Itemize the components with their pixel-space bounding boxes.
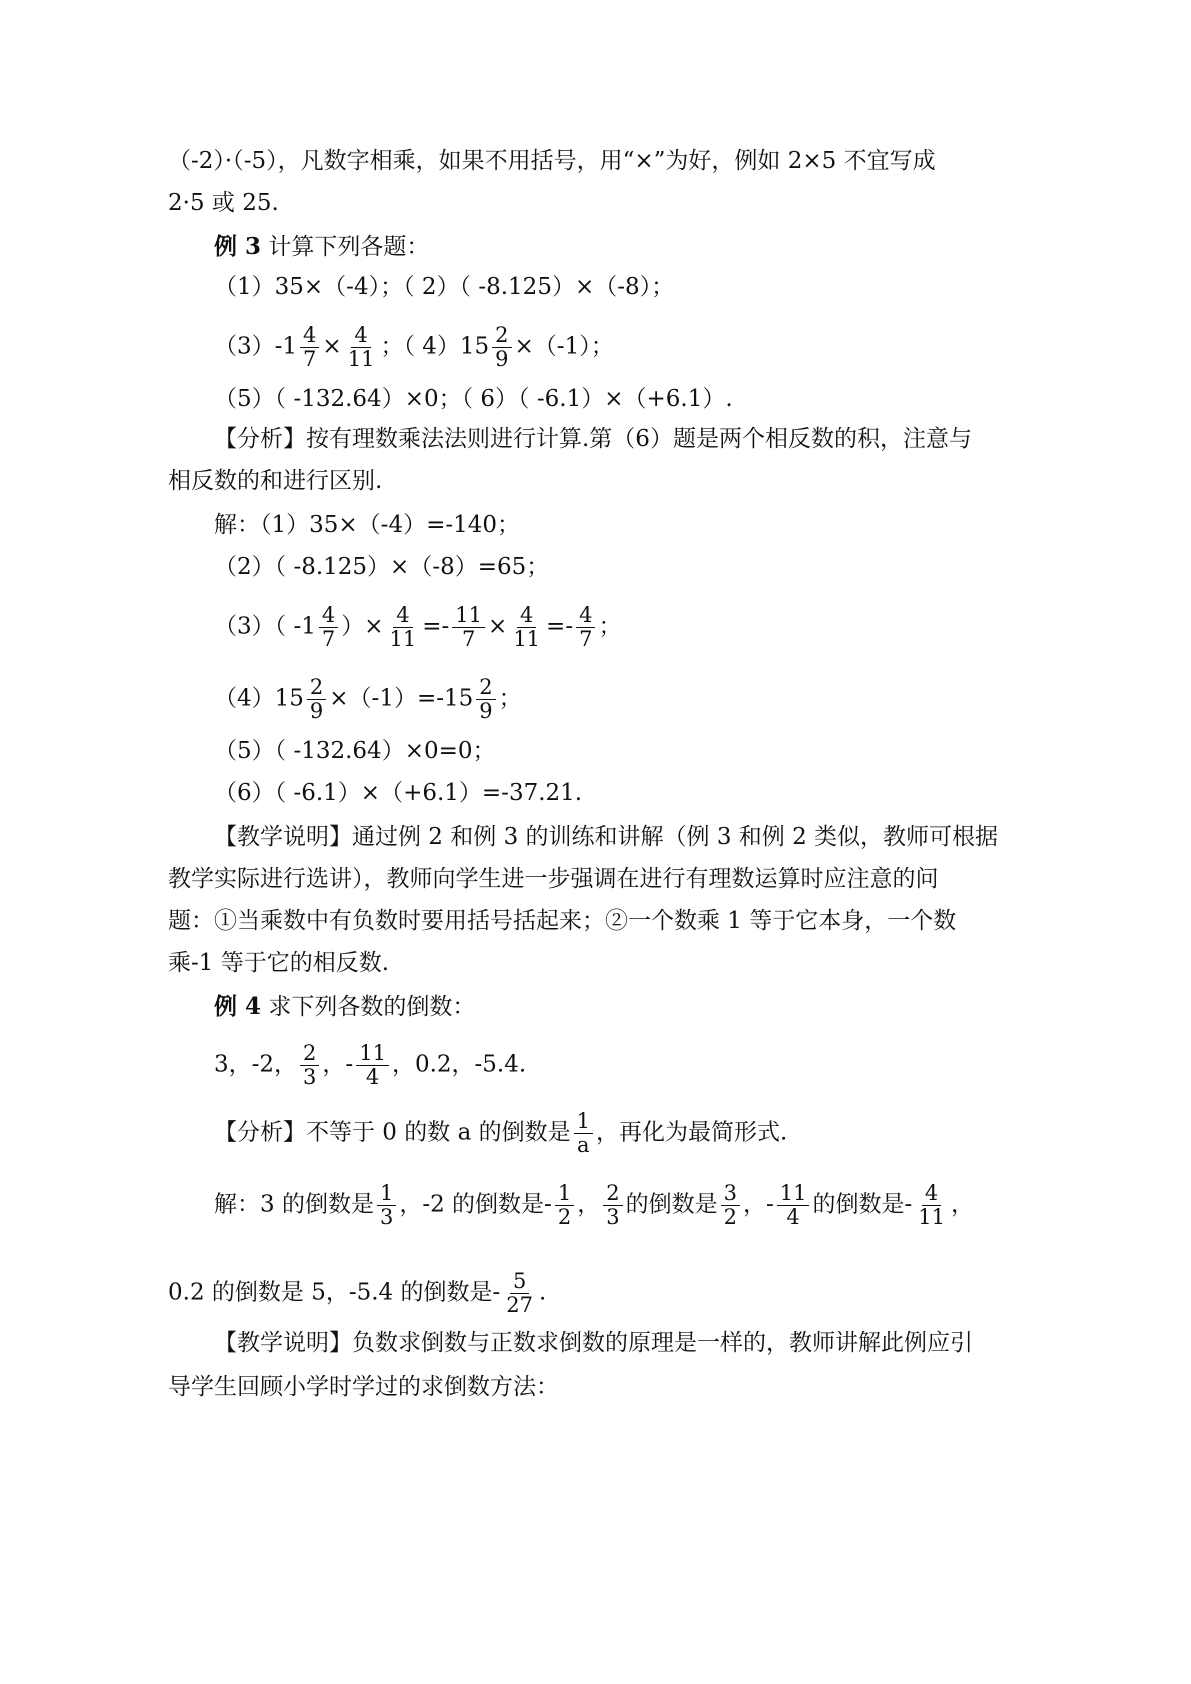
paragraph-line: 2·5 或 25. [168, 190, 279, 216]
fraction: $\frac{2}{3}$ [603, 1182, 622, 1229]
example-title: 求下列各数的倒数： [268, 994, 476, 1020]
analysis-line: 【分析】按有理数乘法法则进行计算.第（6）题是两个相反数的积，注意与 [214, 426, 972, 452]
fraction: $\frac{5}{27}$ [506, 1269, 533, 1317]
solution-line: （3）（ -1 $\frac{4}{7}$ ）× $\frac{4}{11}$ =- $\frac{11}{7}$ × $\frac{4}{11}$ =- $\frac{4}{7}$ ； [214, 603, 622, 651]
example-4-heading [214, 992, 475, 1022]
teaching-note-line: 乘-1 等于它的相反数. [168, 950, 390, 976]
fraction: $\frac{4}{7}$ [319, 604, 338, 651]
fraction: $\frac{4}{7}$ [300, 324, 319, 371]
solution-line: 解：（1）35×（-4）=-140； [214, 512, 521, 538]
example-3-heading [214, 232, 429, 262]
fraction: $\frac{2}{9}$ [307, 676, 326, 723]
fraction: $\frac{11}{7}$ [452, 604, 485, 651]
solution-line: （6）（ -6.1）×（+6.1）=-37.21. [214, 780, 583, 806]
example-title: 计算下列各题： [268, 234, 430, 260]
teaching-note-line: 教学实际进行选讲），教师向学生进一步强调在进行有理数运算时应注意的问 [168, 866, 939, 892]
question-line: （5）（ -132.64）×0；（ 6）（ -6.1）×（+6.1）. [214, 386, 733, 412]
fraction: $\frac{2}{9}$ [492, 324, 511, 371]
fraction: $\frac{1}{a}$ [574, 1110, 593, 1157]
fraction: $\frac{4}{7}$ [576, 604, 595, 651]
fraction: $\frac{2}{9}$ [476, 676, 495, 723]
teaching-note-line: 【教学说明】负数求倒数与正数求倒数的原理是一样的，教师讲解此例应引 [214, 1330, 973, 1356]
paragraph-line: （-2）·（-5），凡数字相乘，如果不用括号，用“×”为好，例如 2×5 不宜写成 [168, 148, 936, 174]
fraction: $\frac{11}{4}$ [777, 1182, 810, 1229]
teaching-note-line: 题：①当乘数中有负数时要用括号括起来；②一个数乘 1 等于它本身，一个数 [168, 908, 957, 934]
solution-line: （4）15 $\frac{2}{9}$ ×（-1）=-15 $\frac{2}{9}$ ； [214, 675, 522, 723]
solution-line: （5）（ -132.64）×0=0； [214, 738, 496, 764]
fraction: $\frac{4}{11}$ [347, 323, 375, 371]
fraction: $\frac{4}{11}$ [389, 603, 417, 651]
solution-line: 解：3 的倒数是 $\frac{1}{3}$ ，-2 的倒数是- $\frac{1}{2}$ ， $\frac{2}{3}$ 的倒数是 $\frac{3}{2}$ ，- $\frac{11}{4}$ 的倒数是- $\frac{4}{11}$ ， [214, 1181, 974, 1229]
solution-line: （2）（ -8.125）×（-8）=65； [214, 554, 550, 580]
example-label: 例 3 [214, 233, 262, 260]
teaching-note-line: 导学生回顾小学时学过的求倒数方法： [168, 1374, 559, 1400]
number-list: 3，-2， $\frac{2}{3}$ ，- $\frac{11}{4}$ ，0.2，-5.4. [214, 1041, 527, 1089]
example-label: 例 4 [214, 993, 262, 1020]
fraction: $\frac{4}{11}$ [918, 1181, 945, 1229]
fraction: $\frac{3}{2}$ [721, 1182, 740, 1229]
question-line: （3）-1 $\frac{4}{7}$ × $\frac{4}{11}$ ；（ 4）15 $\frac{2}{9}$ ×（-1）； [214, 323, 614, 371]
fraction: $\frac{11}{4}$ [356, 1042, 389, 1089]
teaching-note-line: 【教学说明】通过例 2 和例 3 的训练和讲解（例 3 和例 2 类似，教师可根据 [214, 824, 999, 850]
analysis-line: 相反数的和进行区别. [168, 468, 383, 494]
analysis-line: 【分析】不等于 0 的数 a 的倒数是 $\frac{1}{a}$ ，再化为最简形式. [214, 1109, 788, 1157]
solution-line: 0.2 的倒数是 5，-5.4 的倒数是- $\frac{5}{27}$ . [168, 1269, 547, 1317]
fraction: $\frac{4}{11}$ [513, 603, 541, 651]
question-line: （1）35×（-4）；（ 2）（ -8.125）×（-8）； [214, 274, 675, 300]
fraction: $\frac{2}{3}$ [300, 1042, 319, 1089]
fraction: $\frac{1}{3}$ [377, 1182, 396, 1229]
fraction: $\frac{1}{2}$ [555, 1182, 574, 1229]
